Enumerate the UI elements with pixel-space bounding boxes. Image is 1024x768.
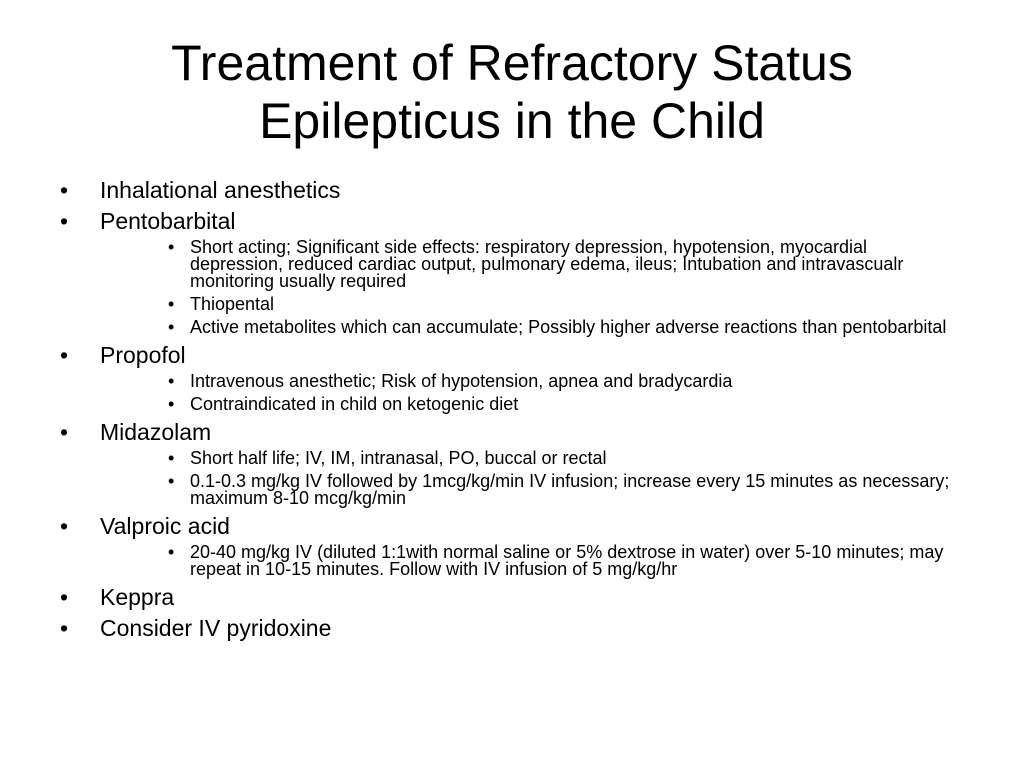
bullet-group <box>0 342 1024 413</box>
slide-title <box>40 34 984 150</box>
bullet-item-text: Propofol <box>100 342 186 368</box>
bullet-item <box>0 513 1024 540</box>
bullet-item <box>0 419 1024 446</box>
bullet-item <box>0 342 1024 369</box>
slide-title-line-1: Treatment of Refractory Status <box>171 35 853 91</box>
sub-bullet-item <box>0 396 1024 413</box>
sub-bullet-marker: • <box>168 471 175 491</box>
bullet-item <box>0 177 1024 204</box>
bullet-item <box>0 584 1024 611</box>
bullet-group <box>0 584 1024 611</box>
bullet-item-text: Midazolam <box>100 419 212 445</box>
slide-title-line-2: Epilepticus in the Child <box>259 93 765 149</box>
sub-bullet-item <box>0 296 1024 313</box>
sub-bullet-item-text: 0.1-0.3 mg/kg IV followed by 1mcg/kg/min IV infusion; increase every 15 minutes as necessary; maximum 8-10 mcg/kg/min <box>190 471 950 508</box>
sub-bullet-marker: • <box>168 237 175 257</box>
bullet-marker: • <box>60 419 69 445</box>
sub-bullet-item <box>0 239 1024 290</box>
sub-bullet-item-text: Contraindicated in child on ketogenic diet <box>190 394 519 414</box>
sub-bullet-marker: • <box>168 394 175 414</box>
bullet-item-text: Pentobarbital <box>100 208 236 234</box>
sub-bullet-item <box>0 473 1024 507</box>
bullet-item <box>0 208 1024 235</box>
bullet-group <box>0 615 1024 642</box>
bullet-item-text: Consider IV pyridoxine <box>100 615 332 641</box>
bullet-group <box>0 419 1024 507</box>
sub-bullet-marker: • <box>168 317 175 337</box>
bullet-item-text: Inhalational anesthetics <box>100 177 341 203</box>
bullet-marker: • <box>60 513 69 539</box>
sub-bullet-item-text: 20-40 mg/kg IV (diluted 1:1with normal saline or 5% dextrose in water) over 5-10 minutes; may repeat in 10-15 minutes. Follow with IV infusion of 5 mg/kg/hr <box>190 542 944 579</box>
sub-bullet-marker: • <box>168 448 175 468</box>
bullet-marker: • <box>60 342 69 368</box>
sub-bullet-item-text: Intravenous anesthetic; Risk of hypotension, apnea and bradycardia <box>190 371 733 391</box>
sub-bullet-item-text: Short acting; Significant side effects: respiratory depression, hypotension, myocardial depression, reduced cardiac output, pulmonary edema, ileus; Intubation and intravascualr monitoring usually required <box>190 237 904 291</box>
bullet-marker: • <box>60 208 69 234</box>
bullet-marker: • <box>60 177 69 203</box>
bullet-item-text: Valproic acid <box>100 513 230 539</box>
bullet-marker: • <box>60 584 69 610</box>
bullet-group <box>0 177 1024 204</box>
bullet-item-text: Keppra <box>100 584 175 610</box>
sub-bullet-item <box>0 373 1024 390</box>
sub-bullet-marker: • <box>168 294 175 314</box>
sub-bullet-marker: • <box>168 542 175 562</box>
sub-bullet-item <box>0 544 1024 578</box>
sub-bullet-marker: • <box>168 371 175 391</box>
bullet-group <box>0 208 1024 336</box>
bullet-group <box>0 513 1024 578</box>
sub-bullet-item-text: Thiopental <box>190 294 275 314</box>
sub-bullet-item <box>0 450 1024 467</box>
sub-bullet-item-text: Active metabolites which can accumulate; Possibly higher adverse reactions than pentobarbital <box>190 317 947 337</box>
sub-bullet-item <box>0 319 1024 336</box>
sub-bullet-item-text: Short half life; IV, IM, intranasal, PO, buccal or rectal <box>190 448 607 468</box>
bullet-item <box>0 615 1024 642</box>
bullet-list <box>0 177 1024 646</box>
bullet-marker: • <box>60 615 69 641</box>
